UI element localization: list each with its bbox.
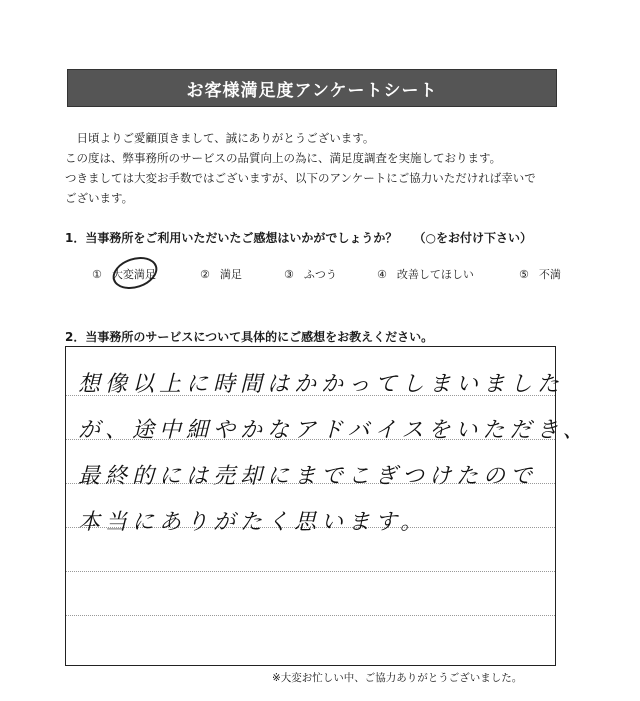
question-1-note: （○をお付け下さい） [413, 231, 533, 245]
option-label: ふつう [303, 268, 337, 281]
answer-box[interactable] [65, 346, 590, 666]
intro-line: 日頃よりご愛顧頂きまして、誠にありがとうございます。 [65, 131, 375, 145]
option-very-satisfied[interactable] [92, 266, 156, 282]
option-label: 満足 [219, 268, 242, 281]
handwritten-line: 本当にありがたく思います。 [78, 510, 428, 535]
intro-line: この度は、弊事務所のサービスの品質向上の為に、満足度調査を実施しております。 [65, 151, 502, 165]
intro-line: つきましては大変お手数ではございますが、以下のアンケートにご協力いただければ幸いで [65, 171, 536, 185]
option-dissatisfied[interactable] [519, 266, 561, 282]
option-neutral[interactable] [284, 266, 337, 282]
question-2-label: 2．当事務所のサービスについて具体的にご感想をお教えください。 [65, 330, 434, 344]
option-number: ② [200, 268, 210, 281]
option-number: ④ [377, 268, 387, 281]
question-1-label: 1．当事務所をご利用いただいたご感想はいかがでしょうか？ [65, 231, 398, 245]
intro-line: ございます。 [65, 191, 134, 205]
option-number: ① [92, 268, 102, 281]
option-needs-improvement[interactable] [377, 266, 474, 282]
question-1 [65, 229, 532, 246]
footer-note: ※大変お忙しい中、ご協力ありがとうございました。 [272, 672, 523, 684]
page-title: お客様満足度アンケートシート [186, 80, 438, 101]
option-label: 不満 [538, 268, 561, 281]
handwritten-line: が、途中細やかなアドバイスをいただき、 [78, 418, 590, 443]
option-label: 改善してほしい [396, 268, 474, 281]
option-satisfied[interactable] [200, 266, 242, 282]
handwritten-line: 想像以上に時間はかかってしまいました [78, 372, 565, 397]
satisfaction-options [92, 266, 582, 286]
handwritten-line: 最終的には売却にまでこぎつけたので [78, 464, 538, 489]
ruled-line [66, 615, 555, 616]
option-label: 大変満足 [111, 268, 156, 281]
intro-text [65, 128, 555, 208]
ruled-line [66, 571, 555, 572]
title-banner [67, 69, 557, 107]
option-number: ③ [284, 268, 294, 281]
option-number: ⑤ [519, 268, 529, 281]
